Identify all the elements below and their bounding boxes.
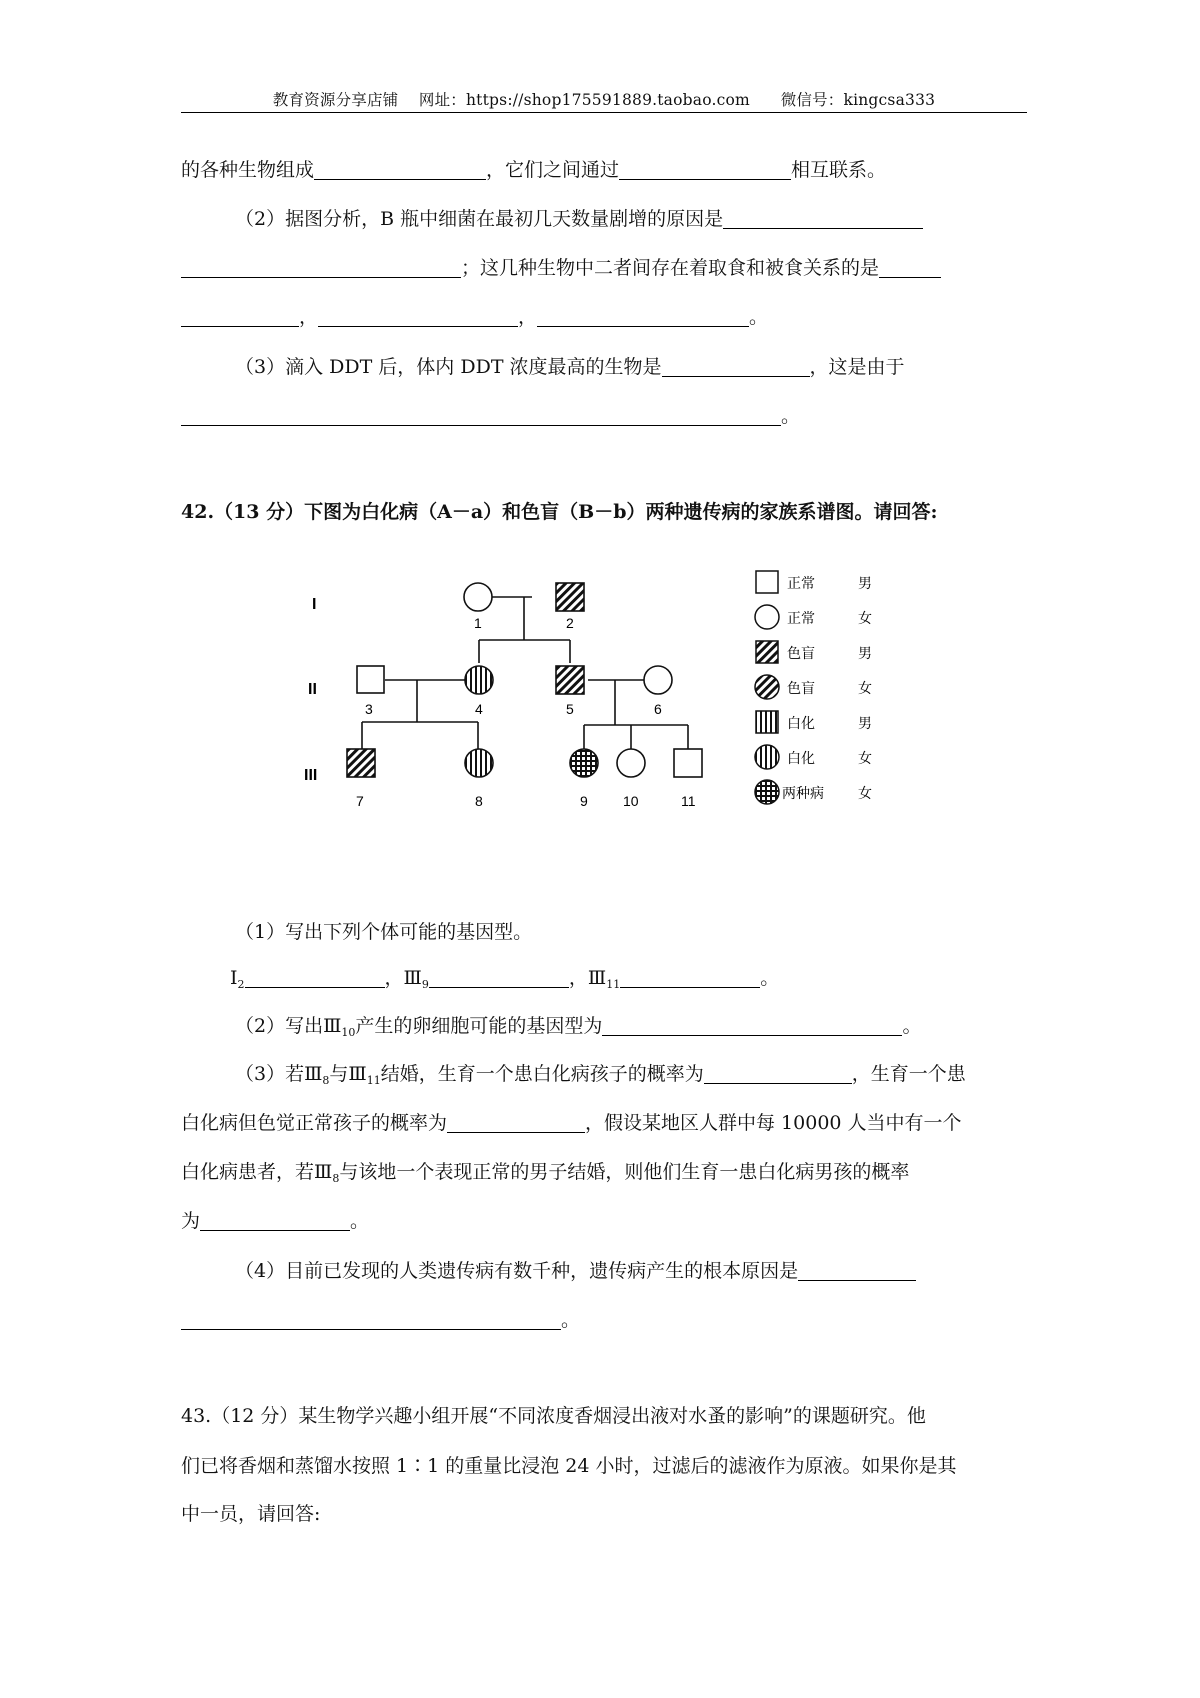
- q43-line2: 们已将香烟和蒸馏水按照 1∶1 的重量比浸泡 24 小时，过滤后的滤液作为原液。如果你是其: [181, 1455, 957, 1477]
- svg-text:男: 男: [858, 575, 872, 591]
- pedigree-legend: [755, 571, 872, 804]
- answer-blank[interactable]: [181, 1307, 561, 1330]
- individual-label-10: 10: [623, 793, 639, 809]
- answer-blank[interactable]: [602, 1013, 902, 1036]
- q42-p4-line2: 。: [181, 1306, 580, 1336]
- answer-blank[interactable]: [662, 354, 810, 377]
- individual-label-7: 7: [356, 793, 364, 809]
- answer-blank[interactable]: [181, 304, 299, 327]
- svg-text:男: 男: [858, 645, 872, 661]
- individual-2-colorblind-male: [556, 583, 584, 611]
- q41-p3-line1: （3）滴入 DDT 后，体内 DDT 浓度最高的生物是 ，这是由于: [235, 356, 905, 378]
- answer-blank[interactable]: [537, 304, 749, 327]
- answer-blank[interactable]: [619, 157, 791, 180]
- svg-text:女: 女: [858, 610, 872, 626]
- q43-line3: 中一员，请回答:: [181, 1503, 321, 1525]
- svg-text:色盲: 色盲: [787, 645, 815, 661]
- legend-symbol-albino-male: [756, 711, 778, 733]
- svg-text:正常: 正常: [787, 575, 815, 591]
- individual-11-normal-male: [674, 749, 702, 777]
- q43-line1: 43.（12 分）某生物学兴趣小组开展“不同浓度香烟浸出液对水蚤的影响”的课题研究。他: [181, 1405, 926, 1427]
- q41-p2-line1: （2）据图分析，B 瓶中细菌在最初几天数量剧增的原因是: [235, 205, 923, 235]
- pedigree-figure: [290, 560, 890, 830]
- individual-10-normal-female: [617, 749, 645, 777]
- svg-text:白化: 白化: [787, 715, 815, 731]
- individual-label-11: 11: [681, 793, 696, 809]
- individual-label-6: 6: [654, 701, 662, 717]
- q41-p2-line2: ；这几种生物中二者间存在着取食和被食关系的是: [181, 254, 941, 284]
- q41-p3-line2: 。: [181, 402, 800, 432]
- wechat-label: 微信号：: [780, 91, 844, 109]
- answer-blank[interactable]: [245, 965, 385, 988]
- svg-text:女: 女: [858, 750, 872, 766]
- url-label: 网址：: [418, 91, 466, 109]
- q41-p2-line3: ， ， 。: [181, 303, 768, 333]
- individual-label-9: 9: [580, 793, 588, 809]
- answer-blank[interactable]: [798, 1258, 916, 1281]
- legend-symbol-colorblind-female: [755, 675, 779, 699]
- generation-label-III: III: [304, 767, 318, 784]
- individual-label-1: 1: [474, 615, 482, 631]
- individual-3-normal-male: [357, 666, 384, 693]
- answer-blank[interactable]: [181, 403, 781, 426]
- individual-7-colorblind-male: [347, 749, 375, 777]
- page-header: [181, 88, 1027, 110]
- q42-p3-line4: 为 。: [181, 1210, 370, 1232]
- individual-4-albino-female: [465, 666, 493, 694]
- legend-symbol-both-diseases-female: [755, 780, 779, 804]
- individual-label-2: 2: [566, 615, 574, 631]
- answer-blank[interactable]: [181, 255, 461, 278]
- individual-6-normal-female: [644, 666, 672, 694]
- legend-symbol-normal-male: [756, 571, 778, 593]
- answer-blank[interactable]: [879, 255, 941, 278]
- q42-p4-line1: （4）目前已发现的人类遗传病有数千种，遗传病产生的根本原因是: [235, 1257, 916, 1287]
- q42-p1-answers: $Ⅰ_2$ ，$Ⅲ_9$ ，$Ⅲ_{11}$ 。: [230, 967, 780, 991]
- q42-p3-line2: 白化病但色觉正常孩子的概率为 ，假设某地区人群中每 10000 人当中有一个: [181, 1112, 962, 1134]
- svg-text:两种病: 两种病: [782, 785, 824, 801]
- individual-label-8: 8: [475, 793, 483, 809]
- generation-label-I: I: [312, 596, 317, 613]
- legend-symbol-albino-female: [755, 745, 779, 769]
- svg-text:色盲: 色盲: [787, 680, 815, 696]
- answer-blank[interactable]: [704, 1061, 852, 1084]
- pedigree-lines: [362, 597, 688, 749]
- answer-blank[interactable]: [314, 157, 486, 180]
- svg-text:白化: 白化: [787, 750, 815, 766]
- individual-8-albino-female: [465, 749, 493, 777]
- answer-blank[interactable]: [200, 1208, 350, 1231]
- individual-label-4: 4: [475, 701, 483, 717]
- q41-line1: 的各种生物组成 ，它们之间通过 相互联系。: [181, 159, 887, 181]
- svg-text:女: 女: [858, 785, 872, 801]
- individual-label-3: 3: [365, 701, 373, 717]
- q42-p3-line3: 白化病患者，若$Ⅲ_8$与该地一个表现正常的男子结婚，则他们生育一患白化病男孩的概率: [181, 1161, 910, 1185]
- individual-1-normal-female: [464, 583, 492, 611]
- header-rule: [181, 112, 1027, 113]
- q42-p3-line1: （3）若$Ⅲ_8$与$Ⅲ_{11}$结婚，生育一个患白化病孩子的概率为 ，生育一个患: [235, 1063, 966, 1087]
- legend-symbol-colorblind-male: [756, 641, 778, 663]
- q42-title: 42.（13 分）下图为白化病（A－a）和色盲（B－b）两种遗传病的家族系谱图。请回答:: [181, 501, 938, 523]
- shop-name: 教育资源分享店铺: [272, 91, 399, 109]
- svg-text:男: 男: [858, 715, 872, 731]
- individual-9-both-diseases-female: [570, 749, 598, 777]
- svg-text:正常: 正常: [787, 610, 815, 626]
- individual-label-5: 5: [566, 701, 574, 717]
- answer-blank[interactable]: [429, 965, 569, 988]
- individual-5-colorblind-male: [556, 666, 584, 694]
- generation-label-II: II: [308, 681, 317, 698]
- shop-url: https://shop175591889.taobao.com: [466, 91, 750, 109]
- answer-blank[interactable]: [318, 304, 518, 327]
- legend-symbol-normal-female: [755, 605, 779, 629]
- q42-p2: （2）写出$Ⅲ_{10}$产生的卵细胞可能的基因型为 。: [235, 1015, 922, 1039]
- answer-blank[interactable]: [620, 965, 760, 988]
- wechat-id: kingcsa333: [843, 91, 936, 109]
- svg-text:女: 女: [858, 680, 872, 696]
- q42-p1: （1）写出下列个体可能的基因型。: [235, 921, 533, 943]
- answer-blank[interactable]: [723, 206, 923, 229]
- answer-blank[interactable]: [447, 1110, 585, 1133]
